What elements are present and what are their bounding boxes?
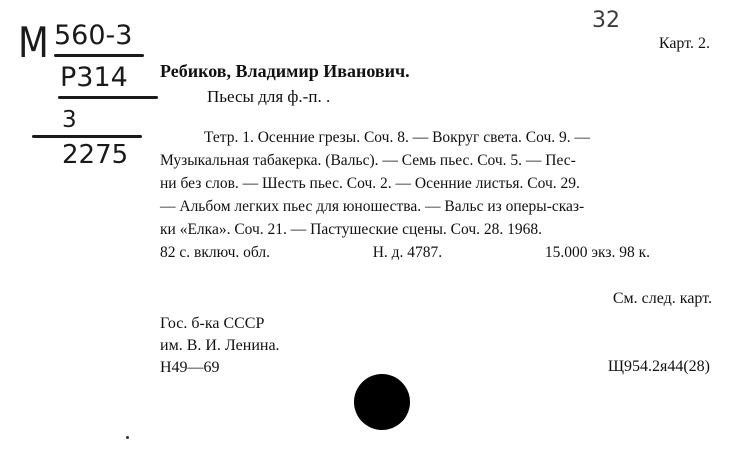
description-line: Тетр. 1. Осенние грезы. Соч. 8. — Вокруг света. Соч. 9. — [204, 129, 591, 146]
see-next-card: См. след. карт. [612, 290, 712, 307]
fraction-line [32, 135, 142, 138]
print-run-price: 15.000 экз. 98 к. [544, 244, 650, 261]
card-number: Карт. 2. [658, 35, 710, 52]
physical-description [160, 241, 650, 264]
punch-hole [354, 374, 410, 430]
shelf-code-second-underline [58, 96, 158, 99]
handwritten-shelf-mark: М [18, 18, 49, 67]
author-heading: Ребиков, Владимир Иванович. [160, 61, 410, 81]
ink-speck [126, 436, 129, 439]
description-line: Музыкальная табакерка. (Вальс). — Семь пьес. Соч. 5. — Пес- [160, 152, 576, 169]
classification-code: Щ954.2я44(28) [607, 358, 710, 375]
handwritten-fraction-top: 3 [62, 107, 77, 133]
handwritten-shelf-code: 560-3 [54, 20, 133, 51]
library-line-2: им. В. И. Ленина. [160, 337, 280, 354]
description-line: — Альбом легких пьес для юношества. — Вальс из оперы-сказ- [160, 198, 585, 215]
handwritten-top-right-note: 32 [592, 8, 620, 33]
library-line-3: Н49—69 [160, 359, 220, 376]
publication-number: Н. д. 4787. [372, 244, 443, 261]
library-line-1: Гос. б-ка СССР [160, 315, 265, 332]
work-title: Пьесы для ф.-п. . [207, 87, 331, 106]
handwritten-shelf-code-second: Р314 [60, 62, 128, 93]
shelf-code-underline [54, 54, 144, 57]
pages-info: 82 с. включ. обл. [160, 244, 270, 261]
handwritten-fraction-bottom: 2275 [62, 140, 129, 170]
contents-description [160, 126, 715, 264]
library-imprint [160, 313, 280, 379]
description-line: ни без слов. — Шесть пьес. Соч. 2. — Осенние листья. Соч. 29. [160, 175, 580, 192]
description-line: ки «Елка». Соч. 21. — Пастушеские сцены. Соч. 28. 1968. [160, 221, 542, 238]
